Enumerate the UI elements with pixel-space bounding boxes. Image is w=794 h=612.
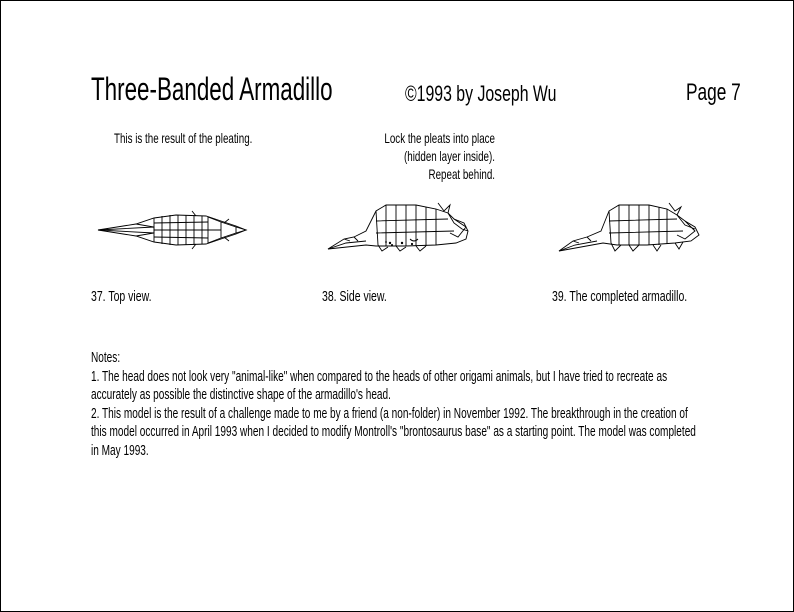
step-37-caption: 37. Top view. [91,288,152,305]
armadillo-top-view-figure [96,206,246,256]
page-number: Page 7 [686,79,741,106]
notes-heading: Notes: [91,350,121,366]
lock-line-2: (hidden layer inside). [404,148,495,164]
completed-armadillo-figure [557,199,702,259]
notes-section [91,349,703,460]
step-38-caption: 38. Side view. [322,288,387,305]
armadillo-side-view-figure [326,199,476,259]
copyright-line: ©1993 by Joseph Wu [405,81,557,106]
note-item-2: 2. This model is the result of a challenge made to me by a friend (a non-folder) in November 1992. The breakthrough in the creation of this model occurred in April 1993 when I decided to modify Montroll's "brontosaurus base" as a starting point. The model was completed in May 1993. [91,405,696,459]
lock-line-3: Repeat behind. [428,166,495,182]
step-39-caption: 39. The completed armadillo. [552,288,688,305]
page-title: Three-Banded Armadillo [91,71,333,107]
lock-line-1: Lock the pleats into place [384,130,495,146]
pleating-caption: This is the result of the pleating. [114,130,253,146]
note-item-1: 1. The head does not look very "animal-like" when compared to the heads of other origami animals, but I have tried to recreate as accurately as possible the distinctive shape of the armadillo's head. [91,368,668,403]
lock-instructions [377,129,547,183]
page-header [91,71,557,108]
